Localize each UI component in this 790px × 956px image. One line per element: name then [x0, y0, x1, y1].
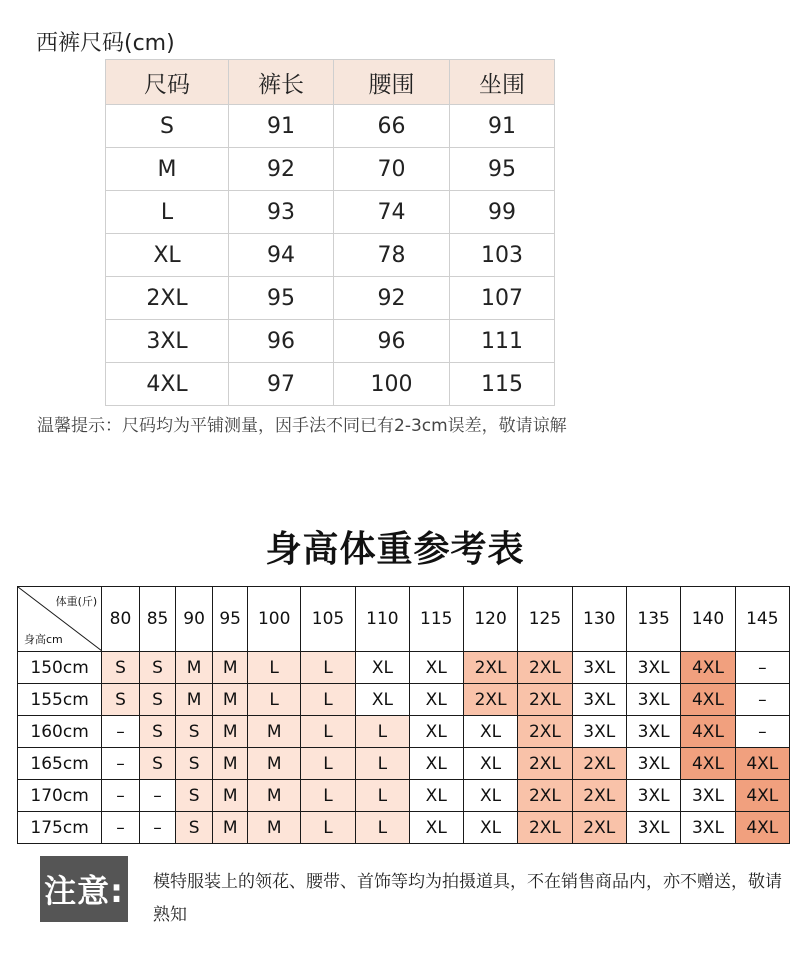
height-label: 175cm [18, 812, 102, 844]
size-recommendation-cell: L [300, 812, 355, 844]
size-recommendation-cell: – [102, 748, 140, 780]
weight-header-cell: 120 [463, 587, 517, 652]
height-row [18, 716, 790, 748]
size-recommendation-cell: 2XL [518, 748, 572, 780]
size-recommendation-cell: L [356, 748, 409, 780]
size-recommendation-cell: 2XL [518, 780, 572, 812]
size-cell-length: 96 [229, 320, 334, 363]
weight-header-cell: 135 [626, 587, 680, 652]
size-recommendation-cell: L [248, 652, 300, 684]
size-recommendation-cell: – [102, 812, 140, 844]
size-recommendation-cell: 4XL [681, 652, 735, 684]
weight-header-cell: 85 [139, 587, 176, 652]
weight-header-cell: 80 [102, 587, 140, 652]
size-cell-hip: 107 [450, 277, 555, 320]
size-chart-table [105, 59, 555, 406]
size-recommendation-cell: XL [409, 812, 463, 844]
weight-header-cell: 125 [518, 587, 572, 652]
size-chart-body [106, 105, 555, 406]
size-recommendation-cell: XL [409, 652, 463, 684]
size-cell-size: XL [106, 234, 229, 277]
size-recommendation-cell: 2XL [572, 812, 626, 844]
size-recommendation-cell: XL [409, 684, 463, 716]
size-recommendation-cell: M [212, 812, 248, 844]
size-header-length: 裤长 [229, 60, 334, 105]
size-recommendation-cell: – [102, 716, 140, 748]
size-recommendation-cell: M [176, 684, 213, 716]
size-recommendation-cell: 2XL [518, 716, 572, 748]
height-row [18, 780, 790, 812]
size-recommendation-cell: XL [409, 780, 463, 812]
size-recommendation-cell: 4XL [735, 748, 789, 780]
size-recommendation-cell: 2XL [518, 652, 572, 684]
size-cell-waist: 66 [334, 105, 450, 148]
size-recommendation-cell: – [735, 684, 789, 716]
height-weight-body [18, 652, 790, 844]
size-cell-waist: 100 [334, 363, 450, 406]
size-header-hip: 坐围 [450, 60, 555, 105]
size-recommendation-cell: L [300, 652, 355, 684]
weight-header-cell: 105 [300, 587, 355, 652]
size-cell-hip: 91 [450, 105, 555, 148]
height-label: 155cm [18, 684, 102, 716]
size-recommendation-cell: 4XL [735, 812, 789, 844]
size-recommendation-cell: L [300, 748, 355, 780]
size-row [106, 363, 555, 406]
height-row [18, 684, 790, 716]
size-recommendation-cell: – [735, 652, 789, 684]
size-recommendation-cell: 4XL [735, 780, 789, 812]
size-recommendation-cell: 4XL [681, 684, 735, 716]
weight-header-cell: 130 [572, 587, 626, 652]
size-row [106, 320, 555, 363]
size-cell-length: 95 [229, 277, 334, 320]
size-recommendation-cell: M [212, 780, 248, 812]
size-recommendation-cell: L [356, 812, 409, 844]
weight-header-cell: 110 [356, 587, 409, 652]
size-recommendation-cell: XL [409, 748, 463, 780]
size-cell-size: L [106, 191, 229, 234]
size-recommendation-cell: XL [356, 684, 409, 716]
size-cell-size: 2XL [106, 277, 229, 320]
size-recommendation-cell: S [139, 652, 176, 684]
size-recommendation-cell: S [176, 716, 213, 748]
size-header-size: 尺码 [106, 60, 229, 105]
size-header-waist: 腰围 [334, 60, 450, 105]
height-row [18, 812, 790, 844]
size-cell-hip: 111 [450, 320, 555, 363]
size-cell-hip: 103 [450, 234, 555, 277]
size-recommendation-cell: M [248, 780, 300, 812]
size-chart-header-row [106, 60, 555, 105]
notice-badge: 注意: [40, 856, 128, 922]
size-recommendation-cell: S [176, 780, 213, 812]
size-recommendation-cell: S [139, 716, 176, 748]
size-recommendation-cell: – [139, 780, 176, 812]
size-recommendation-cell: L [356, 780, 409, 812]
size-recommendation-cell: 3XL [681, 780, 735, 812]
size-recommendation-cell: L [300, 780, 355, 812]
size-recommendation-cell: XL [356, 652, 409, 684]
size-recommendation-cell: M [212, 684, 248, 716]
height-weight-table [17, 586, 790, 844]
weight-header-cell: 140 [681, 587, 735, 652]
weight-header-cell: 90 [176, 587, 213, 652]
height-label: 165cm [18, 748, 102, 780]
size-cell-hip: 99 [450, 191, 555, 234]
measurement-tip: 温馨提示：尺码均为平铺测量，因手法不同已有2-3cm误差，敬请谅解 [37, 416, 567, 436]
notice-text: 模特服装上的领花、腰带、首饰等均为拍摄道具，不在销售商品内，亦不赠送，敬请熟知 [153, 872, 782, 925]
size-cell-size: 3XL [106, 320, 229, 363]
size-recommendation-cell: L [248, 684, 300, 716]
height-row [18, 748, 790, 780]
size-recommendation-cell: XL [463, 812, 517, 844]
weight-header-cell: 95 [212, 587, 248, 652]
size-recommendation-cell: – [735, 716, 789, 748]
size-recommendation-cell: M [212, 716, 248, 748]
size-cell-waist: 96 [334, 320, 450, 363]
height-label: 160cm [18, 716, 102, 748]
weight-header-row [18, 587, 790, 652]
size-recommendation-cell: 3XL [572, 716, 626, 748]
size-recommendation-cell: 4XL [681, 748, 735, 780]
size-recommendation-cell: XL [463, 780, 517, 812]
size-recommendation-cell: XL [463, 748, 517, 780]
size-cell-waist: 92 [334, 277, 450, 320]
corner-cell [18, 587, 102, 652]
size-recommendation-cell: 2XL [572, 780, 626, 812]
size-recommendation-cell: L [300, 684, 355, 716]
size-row [106, 277, 555, 320]
size-recommendation-cell: L [356, 716, 409, 748]
size-recommendation-cell: M [212, 748, 248, 780]
size-recommendation-cell: 3XL [681, 812, 735, 844]
size-cell-size: S [106, 105, 229, 148]
size-recommendation-cell: 4XL [681, 716, 735, 748]
size-recommendation-cell: 3XL [626, 684, 680, 716]
size-recommendation-cell: S [176, 748, 213, 780]
size-cell-hip: 95 [450, 148, 555, 191]
size-recommendation-cell: 3XL [626, 780, 680, 812]
size-recommendation-cell: XL [463, 716, 517, 748]
weight-header-cell: 145 [735, 587, 789, 652]
size-recommendation-cell: 3XL [626, 652, 680, 684]
reference-title: 身高体重参考表 [265, 529, 525, 570]
weight-header-cell: 115 [409, 587, 463, 652]
corner-weight-label: 体重(斤) [55, 595, 98, 608]
size-recommendation-cell: S [176, 812, 213, 844]
size-recommendation-cell: 2XL [518, 684, 572, 716]
size-recommendation-cell: – [139, 812, 176, 844]
size-recommendation-cell: 3XL [626, 812, 680, 844]
height-label: 170cm [18, 780, 102, 812]
size-recommendation-cell: 3XL [626, 716, 680, 748]
size-recommendation-cell: M [248, 748, 300, 780]
size-recommendation-cell: 3XL [572, 652, 626, 684]
size-recommendation-cell: L [300, 716, 355, 748]
size-cell-length: 92 [229, 148, 334, 191]
size-recommendation-cell: M [212, 652, 248, 684]
weight-header-cell: 100 [248, 587, 300, 652]
size-cell-hip: 115 [450, 363, 555, 406]
size-chart-title: 西裤尺码(cm) [36, 31, 175, 56]
size-recommendation-cell: 2XL [463, 684, 517, 716]
size-recommendation-cell: S [139, 748, 176, 780]
size-cell-length: 94 [229, 234, 334, 277]
size-cell-length: 97 [229, 363, 334, 406]
size-cell-waist: 70 [334, 148, 450, 191]
size-recommendation-cell: 2XL [518, 812, 572, 844]
size-recommendation-cell: S [102, 652, 140, 684]
size-cell-length: 93 [229, 191, 334, 234]
size-recommendation-cell: S [139, 684, 176, 716]
size-recommendation-cell: 2XL [463, 652, 517, 684]
size-recommendation-cell: – [102, 780, 140, 812]
size-recommendation-cell: M [248, 716, 300, 748]
size-cell-size: 4XL [106, 363, 229, 406]
corner-height-label: 身高cm [24, 633, 63, 646]
size-recommendation-cell: 3XL [572, 684, 626, 716]
size-row [106, 105, 555, 148]
size-recommendation-cell: M [176, 652, 213, 684]
size-row [106, 148, 555, 191]
size-recommendation-cell: XL [409, 716, 463, 748]
size-cell-waist: 78 [334, 234, 450, 277]
size-cell-size: M [106, 148, 229, 191]
height-label: 150cm [18, 652, 102, 684]
size-cell-length: 91 [229, 105, 334, 148]
size-recommendation-cell: 3XL [626, 748, 680, 780]
size-cell-waist: 74 [334, 191, 450, 234]
size-recommendation-cell: M [248, 812, 300, 844]
size-row [106, 234, 555, 277]
size-row [106, 191, 555, 234]
size-recommendation-cell: S [102, 684, 140, 716]
height-row [18, 652, 790, 684]
size-recommendation-cell: 2XL [572, 748, 626, 780]
